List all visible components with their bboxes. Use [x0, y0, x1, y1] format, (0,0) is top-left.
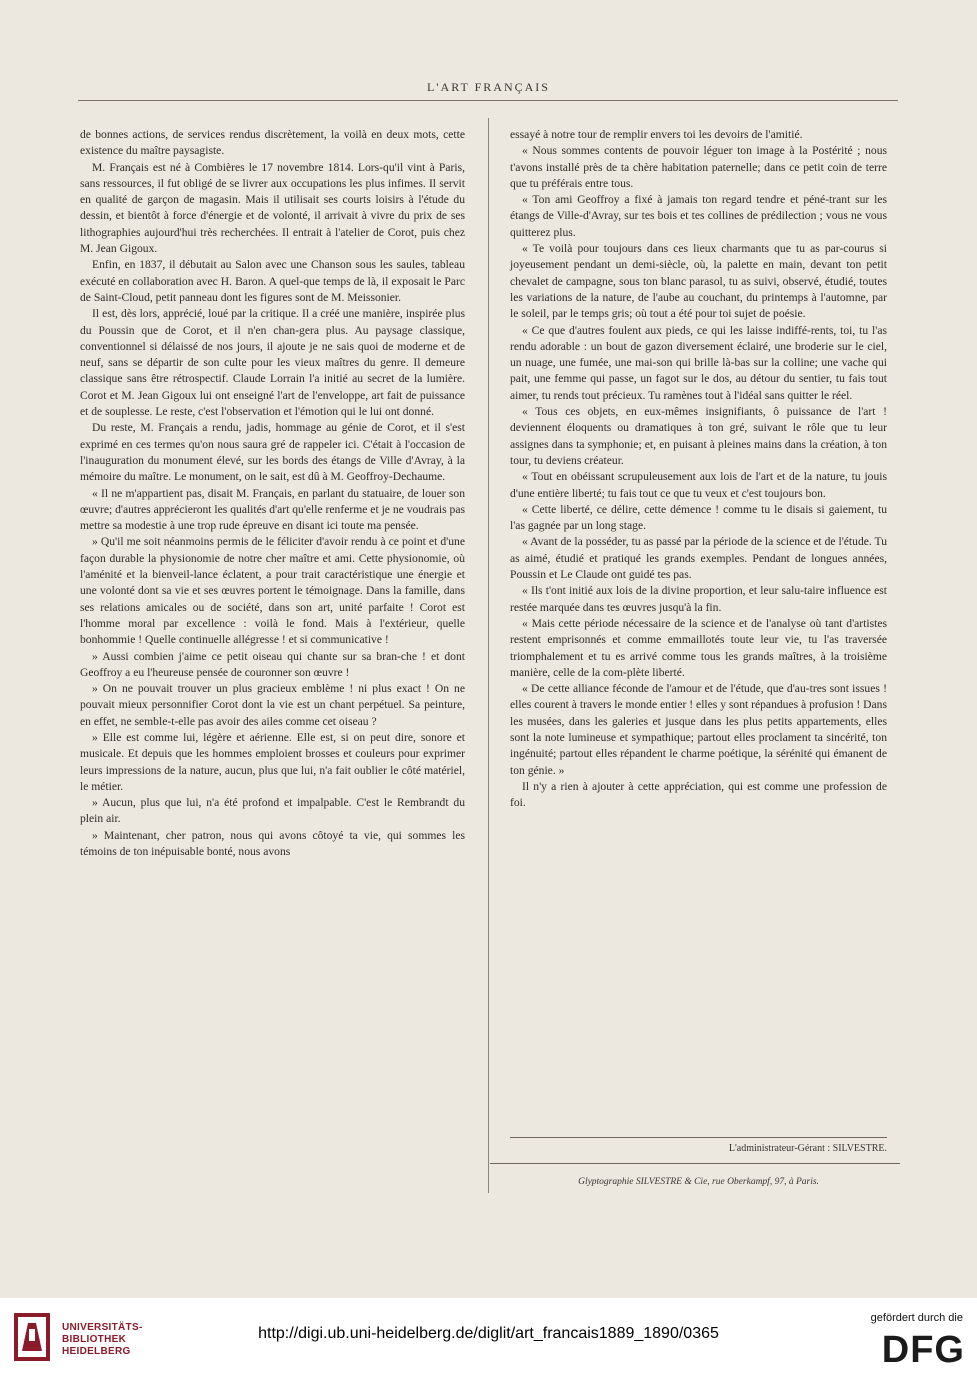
permalink-url[interactable]: http://digi.ub.uni-heidelberg.de/diglit/art_francais1889_1890/0365 [258, 1325, 719, 1342]
administrator-line: L'administrateur-Gérant : SILVESTRE. [728, 1143, 887, 1154]
institution-line: HEIDELBERG [62, 1346, 131, 1357]
paragraph: « Tout en obéissant scrupuleusement aux lois de l'art et de la nature, tu jouis d'une entière liberté; tu fais tout ce que tu veux et c'est toujours bon. [510, 470, 887, 500]
paragraph: » Aucun, plus que lui, n'a été profond et impalpable. C'est le Rembrandt du plein air. [80, 796, 465, 826]
right-column [510, 127, 887, 811]
paragraph: Il est, dès lors, apprécié, loué par la critique. Il a créé une manière, inspirée plus du Poussin que de Corot, et il n'en chan-gera plus. Au paysage classique, conventionnel si délaissé de nos jours, il ajoute je ne sais quoi de moderne et de neuf, sans se départir de son culte pour les vieux maîtres du genre. Il demeure classique sans être rétrospectif. Claude Lorrain l'a initié au secret de la lumière. Corot et M. Jean Gigoux lui ont enseigné l'art de l'enveloppe, art fait de puissance et de souplesse. Le reste, c'est l'observation et l'émotion qui le lui ont donné. [80, 307, 465, 419]
dfg-logo: DFG [881, 1329, 965, 1371]
paragraph: « Avant de la posséder, tu as passé par la période de la science et de l'étude. Tu as aimé, étudié et pratiqué les grands exemples. Pendant de longues années, Poussin et Le Claude ont guidé tes pas. [510, 535, 887, 582]
paragraph: » Maintenant, cher patron, nous qui avons côtoyé ta vie, qui sommes les témoins de ton inépuisable bonté, nous avons [80, 828, 465, 859]
paragraph: de bonnes actions, de services rendus discrètement, la voilà en deux mots, cette existence du maître paysagiste. [80, 128, 465, 158]
left-column [80, 127, 465, 860]
paragraph: « Mais cette période nécessaire de la science et de l'analyse où tant d'artistes restent emprisonnés et comme emmaillotés toute leur vie, tu l'as traversée triomphalement et tu es arrivé comme tous les grands maîtres, à la troisième manière, celle de la com-plète liberté. [510, 616, 887, 679]
funded-by-label: gefördert durch die [870, 1312, 963, 1324]
paragraph: » Qu'il me soit néanmoins permis de le féliciter d'avoir rendu à ce point et d'une façon durable la physionomie de notre cher maître et ami. Cette physionomie, où l'aménité et la bienveil-lance éclatent, a pour trait caractéristique une énergie et une volonté dont sa vie et ses œuvres portent le témoignage. Dans la famille, dans ses relations amicales ou de société, dans son art, unité parfaite ! Corot est l'homme moral par excellence : voilà le fond. Mais à l'extérieur, quelle bonhommie ! Quelle continuelle allégresse ! et si communicative ! [80, 535, 465, 647]
header-rule [78, 100, 898, 101]
column-divider [488, 118, 489, 1193]
paragraph: » Elle est comme lui, légère et aérienne. Elle est, si on peut dire, sonore et musicale. Et depuis que les hommes emploient brosses et couleurs pour exprimer leurs impressions de la nature, aucun, plus que lui, n'a fait oublier le côté matériel, le métier. [80, 730, 465, 793]
paragraph: « Ils t'ont initié aux lois de la divine proportion, et leur salu-taire influence est restée marquée dans tes œuvres jusqu'à la fin. [510, 584, 887, 614]
paragraph: Du reste, M. Français a rendu, jadis, hommage au génie de Corot, et il s'est exprimé en ces termes qu'on nous saura gré de rappeler ici. C'était à l'occasion de l'inauguration du monument élevé, sur les bords des étangs de Ville d'Avray, à la mémoire du maître. Le monument, on le sait, est dû à M. Geoffroy-Dechaume. [80, 421, 465, 484]
digitization-footer [0, 1298, 977, 1378]
paragraph: « Tous ces objets, en eux-mêmes insignifiants, ô puissance de l'art ! deviennent éloquents ou dramatiques à ton gré, suivant le rôle que tu leur assignes dans ta symphonie; et, en puisant à pleines mains dans la création, à ton tour, tu deviens créateur. [510, 405, 887, 467]
paragraph: « Nous sommes contents de pouvoir léguer ton image à la Postérité ; nous t'avons installé près de ta chère habitation paternelle; dans ce petit coin de terre que tu préférais entre tous. [510, 144, 887, 190]
paragraph: Enfin, en 1837, il débutait au Salon avec une Chanson sous les saules, tableau exécuté en collaboration avec H. Baron. A quel-que temps de là, il exposait le Parc de Saint-Cloud, petit panneau dont les figures sont de M. Meissonier. [80, 258, 465, 304]
paragraph: Il n'y a rien à ajouter à cette appréciation, qui est comme une profession de foi. [510, 779, 887, 810]
paragraph: « Il ne m'appartient pas, disait M. Français, en parlant du statuaire, de louer son œuvre; d'autres apprécieront les qualités d'art qu'elle renferme et je ne voudrais pas mettre sa modestie à une trop rude épreuve en disant ici toute ma pensée. [80, 486, 465, 533]
admin-rule [510, 1137, 887, 1138]
paragraph: essayé à notre tour de remplir envers toi les devoirs de l'amitié. [510, 128, 803, 141]
printer-imprint: Glyptographie SILVESTRE & Cie, rue Oberkampf, 97, à Paris. [578, 1177, 819, 1187]
paragraph: M. Français est né à Combières le 17 novembre 1814. Lors-qu'il vint à Paris, sans ressources, il fut obligé de se livrer aux occupations les plus infimes. Il servit en qualité de garçon de magasin. Mais il utilisait ses courts loisirs à l'étude du dessin, et bientôt à force d'énergie et de volonté, il arrivait à vivre du prix de ses lithographies aujourd'hui très recherchées. Il entrait à l'atelier de Corot, puis chez M. Jean Gigoux. [80, 160, 465, 256]
printer-rule [490, 1163, 900, 1164]
paragraph: » On ne pouvait trouver un plus gracieux emblème ! ni plus exact ! On ne pouvait mieux personnifier Corot dont la vie est un chant perpétuel. Sa peinture, en effet, ne semble-t-elle pas avoir des ailes comme cet oiseau ? [80, 682, 465, 728]
paragraph: « De cette alliance féconde de l'amour et de l'étude, que d'au-tres sont issues ! elles courent à travers le monde entier ! elles y sont répandues à profusion ! Dans les musées, dans les galeries et jusque dans les plus petits appartements, elles sont la note lumineuse et sympathique; partout elles proclament ta sincérité, ton ingénuité; partout elles répandent le charme poétique, la sérénité qui émanent de ton génie. » [510, 682, 887, 777]
running-header: L'ART FRANÇAIS [427, 80, 550, 94]
institution-line: BIBLIOTHEK [62, 1334, 127, 1345]
paragraph: « Ce que d'autres foulent aux pieds, ce qui les laisse indiffé-rents, toi, tu l'as rendu adorable : un bout de gazon diversement éclairé, une broderie sur le ciel, un nuage, une fumée, une mai-son qui brille là-bas sur la colline; une vache qui pait, une femme qui passe, un fagot sur le dos, au détour du sentier, tu fais tout aimer, tu rends tout précieux. Tu ramènes tout à l'idéal sans quitter le réel. [510, 323, 887, 402]
paragraph: « Ton ami Geoffroy a fixé à jamais ton regard tendre et péné-trant sur les étangs de Ville-d'Avray, sur tes bois et tes collines de prédilection ; vous ne vous quitterez plus. [510, 193, 887, 239]
paragraph: « Te voilà pour toujours dans ces lieux charmants que tu as par-courus si joyeusement pendant un demi-siècle, où, la palette en main, devant ton petit chevalet de campagne, sous ton blanc parasol, tu as suivi, observé, étudié, toutes les variations de la nature, de l'aube au couchant, du printemps à l'automne, par le soleil, par le temps gris; où tout a été pour toi sujet de poésie. [510, 242, 887, 321]
paragraph: » Aussi combien j'aime ce petit oiseau qui chante sur sa bran-che ! et dont Geoffroy a eu l'heureuse pensée de couronner son œuvre ! [80, 649, 465, 679]
paragraph: « Cette liberté, ce délire, cette démence ! comme tu le disais si gaiement, tu l'as gagnée par un long stage. [510, 502, 887, 533]
institution-line: UNIVERSITÄTS- [62, 1322, 143, 1333]
